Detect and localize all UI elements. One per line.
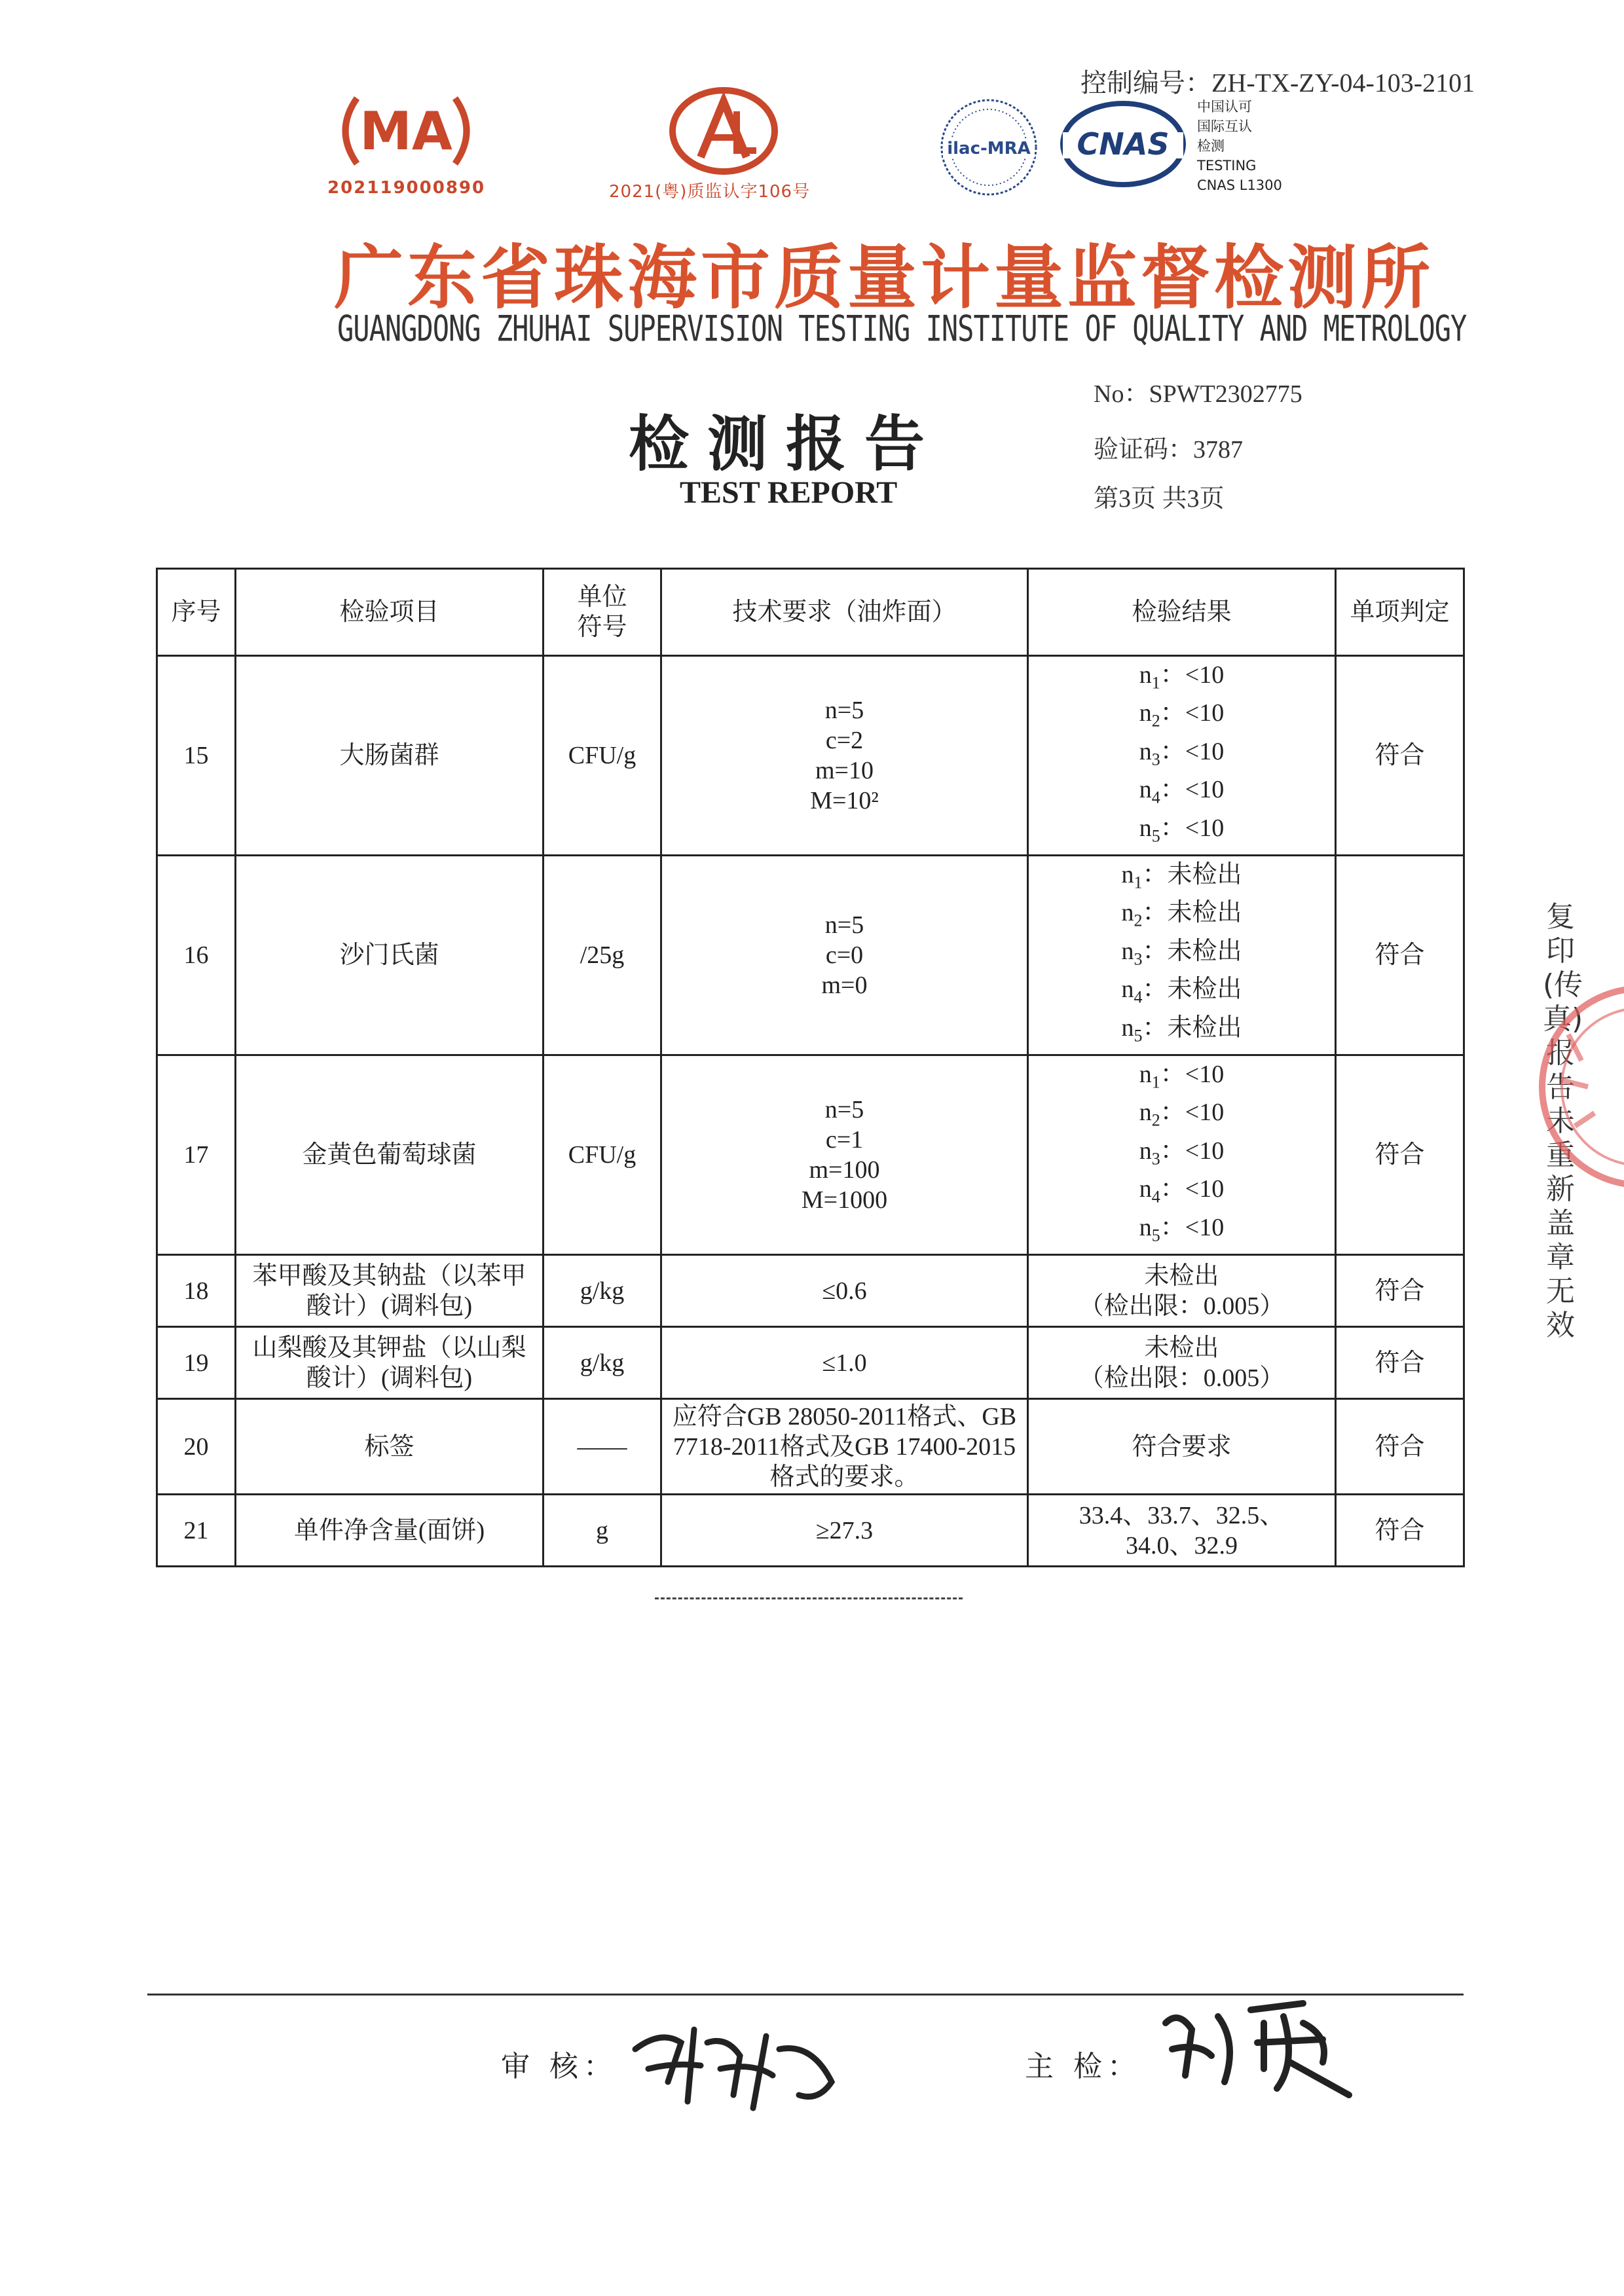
cnas-line: CNAS L1300 <box>1197 177 1282 193</box>
req-line: n=5 <box>824 911 864 939</box>
row-requirement: ≤1.0 <box>661 1327 1028 1399</box>
report-title-en: TEST REPORT <box>680 475 898 510</box>
sample-result: $n_4$：<10 <box>1139 776 1225 807</box>
row-judgement: 符合 <box>1336 1055 1464 1255</box>
cal-number: 2021(粤)质监认字106号 <box>609 182 811 202</box>
row-result: 未检出 （检出限：0.005） <box>1028 1255 1336 1327</box>
row-requirement <box>661 656 1028 856</box>
table-row <box>157 656 1464 856</box>
req-line: n=5 <box>824 1096 864 1123</box>
req-line: c=0 <box>825 941 864 969</box>
row-item: 标签 <box>236 1399 544 1495</box>
req-line: M=10² <box>810 787 879 814</box>
copy-validity-note: 复印(传真)报告未重新盖章无效 <box>1543 900 1583 1342</box>
control-number: 控制编号：ZH-TX-ZY-04-103-2101 <box>1080 68 1475 98</box>
sample-result: $n_4$：未检出 <box>1121 975 1242 1007</box>
cnas-line: 中国认可 <box>1197 99 1252 115</box>
table-row <box>157 1055 1464 1255</box>
req-line: m=10 <box>815 757 874 784</box>
header-judgement: 单项判定 <box>1336 569 1464 656</box>
req-line: n=5 <box>824 697 864 724</box>
cnas-line: TESTING <box>1197 158 1257 173</box>
row-item: 金黄色葡萄球菌 <box>236 1055 544 1255</box>
row-no: 18 <box>157 1255 236 1327</box>
row-item: 沙门氏菌 <box>236 856 544 1055</box>
header-no: 序号 <box>157 569 236 656</box>
row-unit: CFU/g <box>544 1055 661 1255</box>
row-no: 15 <box>157 656 236 856</box>
row-unit: g <box>544 1495 661 1567</box>
row-result <box>1028 656 1336 856</box>
sample-result: $n_2$：<10 <box>1139 699 1225 731</box>
row-unit: CFU/g <box>544 656 661 856</box>
row-judgement: 符合 <box>1336 1399 1464 1495</box>
page-indicator: 第3页 共3页 <box>1094 485 1225 513</box>
row-judgement: 符合 <box>1336 1495 1464 1567</box>
req-line: c=1 <box>825 1126 864 1154</box>
sample-result: $n_5$：未检出 <box>1121 1013 1242 1046</box>
table-header-row <box>157 569 1464 656</box>
table-row <box>157 1399 1464 1495</box>
row-requirement <box>661 1055 1028 1255</box>
row-requirement <box>661 856 1028 1055</box>
req-line: m=0 <box>821 972 868 999</box>
row-no: 17 <box>157 1055 236 1255</box>
sample-result: $n_3$：<10 <box>1139 737 1225 769</box>
row-unit: g/kg <box>544 1327 661 1399</box>
cnas-caption <box>1197 97 1282 195</box>
end-of-table-marker <box>655 1597 963 1599</box>
table-row <box>157 1495 1464 1567</box>
row-item: 大肠菌群 <box>236 656 544 856</box>
verification-code: 验证码：3787 <box>1094 436 1244 464</box>
row-unit: —— <box>544 1399 661 1495</box>
row-unit: g/kg <box>544 1255 661 1327</box>
row-result <box>1028 1055 1336 1255</box>
inspector-signature <box>1153 1984 1362 2102</box>
sample-result: $n_5$：<10 <box>1139 814 1225 846</box>
header-item: 检验项目 <box>236 569 544 656</box>
req-line: M=1000 <box>801 1186 888 1214</box>
row-no: 21 <box>157 1495 236 1567</box>
results-table <box>156 568 1465 1567</box>
sample-result: $n_3$：未检出 <box>1121 937 1242 969</box>
row-item: 山梨酸及其钾盐（以山梨酸计）(调料包) <box>236 1327 544 1399</box>
row-judgement: 符合 <box>1336 1255 1464 1327</box>
ilac-mra-logo <box>933 95 1044 200</box>
row-item: 苯甲酸及其钠盐（以苯甲酸计）(调料包) <box>236 1255 544 1327</box>
row-item: 单件净含量(面饼) <box>236 1495 544 1567</box>
cnas-line: 检测 <box>1197 138 1225 154</box>
sample-result: $n_1$：未检出 <box>1121 860 1242 892</box>
row-requirement: ≤0.6 <box>661 1255 1028 1327</box>
header-requirement: 技术要求（油炸面） <box>661 569 1028 656</box>
row-result: 33.4、33.7、32.5、34.0、32.9 <box>1028 1495 1336 1567</box>
table-row <box>157 1255 1464 1327</box>
cal-logo <box>668 85 779 177</box>
req-line: c=2 <box>825 727 864 754</box>
row-no: 19 <box>157 1327 236 1399</box>
cnas-line: 国际互认 <box>1197 118 1252 134</box>
row-result: 未检出 （检出限：0.005） <box>1028 1327 1336 1399</box>
svg-text:ilac-MRA: ilac-MRA <box>947 139 1031 158</box>
cma-logo <box>331 92 481 170</box>
svg-text:CNAS: CNAS <box>1077 126 1170 162</box>
sample-result: $n_1$：<10 <box>1139 1060 1225 1092</box>
cma-number: 202119000890 <box>327 178 486 198</box>
sample-result: $n_1$：<10 <box>1139 661 1225 693</box>
table-row <box>157 856 1464 1055</box>
row-result <box>1028 856 1336 1055</box>
table-row <box>157 1327 1464 1399</box>
report-title-cn: 检测报告 <box>629 409 944 479</box>
row-judgement: 符合 <box>1336 856 1464 1055</box>
row-judgement: 符合 <box>1336 1327 1464 1399</box>
row-no: 20 <box>157 1399 236 1495</box>
row-requirement: ≥27.3 <box>661 1495 1028 1567</box>
institute-name-cn: 广东省珠海市质量计量监督检测所 <box>334 238 1434 318</box>
sample-result: $n_4$：<10 <box>1139 1175 1225 1207</box>
report-number: No：SPWT2302775 <box>1094 380 1302 408</box>
sample-result: $n_5$：<10 <box>1139 1213 1225 1245</box>
req-line: m=100 <box>809 1156 880 1184</box>
sample-result: $n_2$：<10 <box>1139 1099 1225 1130</box>
row-unit: /25g <box>544 856 661 1055</box>
reviewer-label: 审 核： <box>501 2050 618 2083</box>
row-judgement: 符合 <box>1336 656 1464 856</box>
official-seal <box>1516 982 1624 1290</box>
header-result: 检验结果 <box>1028 569 1336 656</box>
sample-result: $n_3$：<10 <box>1139 1137 1225 1169</box>
institute-name-en: GUANGDONG ZHUHAI SUPERVISION TESTING INSTITUTE OF QUALITY AND METROLOGY <box>337 308 1467 350</box>
inspector-label: 主 检： <box>1025 2050 1141 2083</box>
svg-text:MA: MA <box>360 101 452 162</box>
cnas-logo <box>1058 98 1189 190</box>
row-no: 16 <box>157 856 236 1055</box>
sample-result: $n_2$：未检出 <box>1121 899 1242 930</box>
header-unit: 单位 符号 <box>544 569 661 656</box>
row-result: 符合要求 <box>1028 1399 1336 1495</box>
reviewer-signature <box>622 2003 845 2121</box>
row-requirement: 应符合GB 28050-2011格式、GB 7718-2011格式及GB 17400-2015格式的要求。 <box>661 1399 1028 1495</box>
